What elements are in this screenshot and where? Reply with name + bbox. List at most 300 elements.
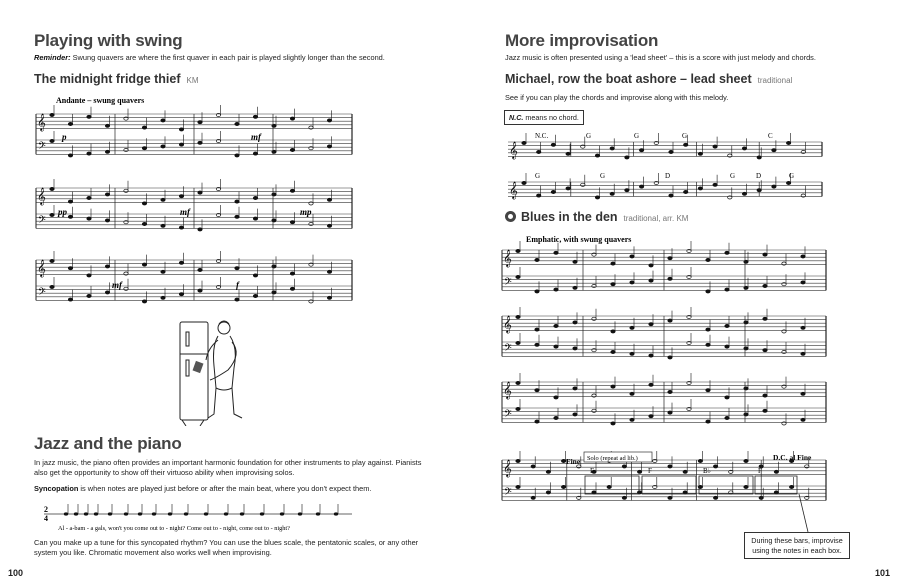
note-head (105, 124, 109, 127)
note-head (554, 396, 558, 399)
note-head (87, 217, 91, 220)
note-head (742, 192, 746, 195)
note-head (684, 143, 688, 146)
rhythm-note (94, 512, 98, 515)
note-head (668, 411, 672, 414)
improv-boxes (585, 476, 797, 494)
note-head (161, 119, 165, 122)
rhythm-note (124, 512, 128, 515)
note-head (611, 350, 615, 353)
note-head (713, 183, 717, 186)
note-head (611, 283, 615, 286)
note-head (713, 145, 717, 148)
note-head (744, 347, 748, 350)
note-head (179, 195, 183, 198)
right-page (450, 0, 900, 584)
note-head (622, 465, 626, 468)
note-head (516, 249, 520, 252)
note-head (68, 267, 72, 270)
left-page-title: Playing with swing (34, 31, 183, 50)
note-head (105, 193, 109, 196)
note-head (630, 418, 634, 421)
rhythm-note (280, 512, 284, 515)
note-head (272, 124, 276, 127)
dynamic-p: p (62, 132, 67, 142)
note-head (573, 413, 577, 416)
note-head (235, 215, 239, 218)
solo-chord: B♭ (703, 467, 711, 475)
note-head (744, 459, 748, 462)
treble-clef: 𝄞 (509, 183, 518, 199)
note-head (698, 459, 702, 462)
note-head (87, 196, 91, 199)
note-head (253, 217, 257, 220)
note-head (554, 416, 558, 419)
rhythm-time-bottom: 4 (44, 514, 48, 523)
note-head (142, 222, 146, 225)
note-head (669, 194, 673, 197)
rhythm-note (84, 512, 88, 515)
chord-symbol: D (756, 172, 762, 180)
note-head (801, 255, 805, 258)
note-head (668, 356, 672, 359)
note-head (554, 324, 558, 327)
note-head (516, 407, 520, 410)
chord-symbol: G (600, 172, 606, 180)
note-head (592, 284, 596, 287)
note-head (68, 154, 72, 157)
note-head (611, 422, 615, 425)
nc-text: means no chord. (523, 113, 579, 122)
note-head (706, 343, 710, 346)
note-head (786, 141, 790, 144)
note-head (161, 198, 165, 201)
note-head (744, 321, 748, 324)
rhythm-note (138, 512, 142, 515)
note-head (537, 150, 541, 153)
dc-al-fine: D.C. al Fine (773, 453, 812, 462)
track-number-icon (505, 211, 516, 222)
note-head (551, 143, 555, 146)
note-head (630, 255, 634, 258)
note-head (630, 326, 634, 329)
rhythm-note (64, 512, 68, 515)
treble-clef: 𝄞 (37, 189, 46, 205)
treble-clef: 𝄞 (37, 261, 46, 277)
bass-clef: 𝄢 (504, 408, 512, 422)
nc-note-box (504, 110, 584, 125)
tempo-marking-2: Emphatic, with swung quavers (526, 235, 632, 244)
page-number-right: 101 (874, 568, 890, 578)
note-head (142, 263, 146, 266)
note-head (639, 149, 643, 152)
note-head (684, 190, 688, 193)
note-head (668, 257, 672, 260)
bass-clef: 𝄢 (504, 486, 512, 500)
treble-clef: 𝄞 (503, 251, 512, 267)
note-head (725, 251, 729, 254)
dynamic-mf-2: mf (180, 207, 190, 217)
note-head (87, 274, 91, 277)
note-head (161, 145, 165, 148)
note-head (573, 260, 577, 263)
note-head (630, 392, 634, 395)
note-head (782, 262, 786, 265)
note-head (105, 219, 109, 222)
note-head (728, 154, 732, 157)
note-head (683, 470, 687, 473)
note-head (592, 394, 596, 397)
note-head (253, 152, 257, 155)
note-head (198, 121, 202, 124)
note-head (327, 270, 331, 273)
note-head (253, 115, 257, 118)
note-head (327, 145, 331, 148)
syncopation-label: Syncopation (34, 484, 79, 493)
note-head (327, 198, 331, 201)
note-head (253, 294, 257, 297)
note-head (566, 152, 570, 155)
note-head (68, 215, 72, 218)
note-head (592, 317, 596, 320)
note-head (683, 491, 687, 494)
syncopation-text (34, 484, 434, 494)
note-head (611, 262, 615, 265)
note-head (272, 265, 276, 268)
rhythm-lyrics: Al - a-bam - a gals, won't you come out to - night? Come out to - night, come out to - night? (58, 525, 290, 532)
note-head (786, 181, 790, 184)
lead-sheet-instruction: See if you can play the chords and improvise along with this melody. (505, 93, 729, 102)
note-head (566, 187, 570, 190)
note-head (327, 119, 331, 122)
note-head (235, 122, 239, 125)
syncopation-body: is when notes are played just before or after the main beat, where you don't expect them. (78, 484, 372, 493)
rhythm-note (108, 512, 112, 515)
note-head (725, 416, 729, 419)
note-head (105, 291, 109, 294)
lead-sheet-credit: traditional (757, 76, 793, 85)
note-head (561, 485, 565, 488)
note-head (272, 150, 276, 153)
note-head (763, 253, 767, 256)
jazz-section-title: Jazz and the piano (34, 434, 182, 453)
note-head (729, 491, 733, 494)
note-head (535, 343, 539, 346)
note-head (554, 345, 558, 348)
note-head (573, 321, 577, 324)
note-head (607, 485, 611, 488)
dynamic-mf-3: mf (112, 280, 122, 290)
note-head (706, 290, 710, 293)
note-head (179, 226, 183, 229)
note-head (554, 251, 558, 254)
bass-clef: 𝄢 (504, 276, 512, 290)
note-head (649, 383, 653, 386)
note-head (801, 150, 805, 153)
note-head (801, 194, 805, 197)
note-head (592, 409, 596, 412)
note-head (763, 317, 767, 320)
note-head (649, 279, 653, 282)
dynamic-pp: pp (58, 207, 67, 217)
rhythm-note (152, 512, 156, 515)
note-head (235, 298, 239, 301)
note-head (554, 288, 558, 291)
note-head (744, 387, 748, 390)
note-head (179, 293, 183, 296)
note-head (801, 392, 805, 395)
piece-credit: KM (186, 76, 199, 85)
note-head (744, 413, 748, 416)
note-head (595, 196, 599, 199)
note-head (327, 296, 331, 299)
note-head (290, 148, 294, 151)
rhythm-note (316, 512, 320, 515)
note-head (706, 420, 710, 423)
note-head (68, 200, 72, 203)
note-head (290, 287, 294, 290)
note-head (50, 139, 54, 142)
note-head (87, 152, 91, 155)
note-head (744, 485, 748, 488)
note-head (235, 267, 239, 270)
note-head (124, 272, 128, 275)
note-head (516, 341, 520, 344)
note-head (805, 465, 809, 468)
note-head (649, 264, 653, 267)
note-head (309, 126, 313, 129)
note-head (551, 190, 555, 193)
treble-clef: 𝄞 (503, 317, 512, 333)
note-head (290, 189, 294, 192)
rhythm-note (74, 512, 78, 515)
note-head (142, 126, 146, 129)
note-head (801, 352, 805, 355)
reminder-label: Reminder: (34, 53, 71, 62)
rhythm-note (334, 512, 338, 515)
chord-symbol: G (682, 132, 688, 140)
rhythm-note (224, 512, 228, 515)
note-head (253, 196, 257, 199)
note-head (531, 465, 535, 468)
note-head (610, 192, 614, 195)
right-page-title: More improvisation (505, 31, 659, 50)
note-head (698, 152, 702, 155)
rhythm-time-top: 2 (44, 505, 48, 514)
note-head (649, 323, 653, 326)
solo-chord: F (648, 467, 652, 475)
fridge-thief-illustration (172, 318, 252, 426)
note-head (610, 147, 614, 150)
note-head (235, 154, 239, 157)
note-head (272, 291, 276, 294)
note-head (622, 496, 626, 499)
bass-clef: 𝄢 (504, 342, 512, 356)
note-head (87, 294, 91, 297)
note-head (535, 389, 539, 392)
fine-label: Fine (566, 457, 581, 466)
blues-title-text: Blues in the den (521, 210, 618, 224)
note-head (581, 183, 585, 186)
note-head (87, 115, 91, 118)
note-head (625, 189, 629, 192)
lead-sheet-score (500, 128, 830, 208)
note-head (649, 354, 653, 357)
lead-sheet-title-text: Michael, row the boat ashore – lead sheet (505, 72, 752, 86)
note-head (50, 285, 54, 288)
note-head (522, 141, 526, 144)
note-head (573, 286, 577, 289)
note-head (253, 274, 257, 277)
note-head (50, 113, 54, 116)
chord-symbol: G (535, 172, 541, 180)
blues-credit: traditional, arr. KM (623, 214, 689, 223)
note-head (272, 219, 276, 222)
note-head (124, 287, 128, 290)
note-head (763, 394, 767, 397)
note-head (763, 409, 767, 412)
improvise-callout: During these bars, improvise using the notes in each box. (744, 532, 850, 559)
note-head (198, 141, 202, 144)
note-head (142, 202, 146, 205)
solo-chord: F (758, 467, 762, 475)
note-head (516, 485, 520, 488)
note-head (742, 147, 746, 150)
rhythm-note (298, 512, 302, 515)
note-head (309, 222, 313, 225)
note-head (725, 345, 729, 348)
note-head (668, 319, 672, 322)
note-head (179, 261, 183, 264)
note-head (725, 288, 729, 291)
note-head (179, 128, 183, 131)
note-head (198, 268, 202, 271)
note-head (744, 260, 748, 263)
reminder-text (34, 53, 434, 63)
chord-symbol: N.C. (535, 132, 549, 140)
note-head (50, 187, 54, 190)
note-head (649, 415, 653, 418)
note-head (637, 491, 641, 494)
note-head (801, 326, 805, 329)
note-head (290, 117, 294, 120)
note-head (630, 352, 634, 355)
note-head (706, 389, 710, 392)
note-head (774, 470, 778, 473)
jazz-text: In jazz music, the piano often provides an important harmonic foundation for other instruments to play against. Pianists also get the opportunity to show off their virtuoso ability when improvising solos. (34, 458, 422, 478)
note-head (50, 213, 54, 216)
note-head (546, 470, 550, 473)
note-head (124, 148, 128, 151)
reminder-body: Swung quavers are where the first quaver in each pair is played slightly longer than the second. (70, 53, 385, 62)
note-head (516, 459, 520, 462)
piece-title-text: The midnight fridge thief (34, 72, 181, 86)
note-head (161, 270, 165, 273)
note-head (611, 330, 615, 333)
note-head (801, 281, 805, 284)
note-head (272, 193, 276, 196)
chord-symbol: C (768, 132, 773, 140)
rhythm-note (168, 512, 172, 515)
note-head (782, 350, 786, 353)
note-head (713, 465, 717, 468)
note-head (198, 191, 202, 194)
tempo-marking: Andante – swung quavers (56, 96, 145, 105)
note-head (179, 143, 183, 146)
fridge-thief-score (30, 92, 360, 322)
note-head (713, 496, 717, 499)
lead-staves (508, 133, 822, 199)
note-head (535, 328, 539, 331)
note-head (516, 381, 520, 384)
note-head (668, 277, 672, 280)
rhythm-note (240, 512, 244, 515)
bass-clef: 𝄢 (38, 214, 46, 228)
note-head (763, 349, 767, 352)
note-head (625, 156, 629, 159)
page-number-left: 100 (8, 568, 24, 578)
note-head (124, 189, 128, 192)
note-head (290, 221, 294, 224)
note-head (772, 185, 776, 188)
note-head (142, 147, 146, 150)
dynamic-f: f (236, 280, 239, 290)
treble-clef: 𝄞 (503, 383, 512, 399)
note-head (327, 224, 331, 227)
bass-clef: 𝄢 (38, 286, 46, 300)
note-head (161, 224, 165, 227)
note-head (611, 385, 615, 388)
note-head (161, 296, 165, 299)
rhythm-note (204, 512, 208, 515)
blues-score (496, 232, 832, 532)
lead-sheet-title (505, 72, 792, 86)
note-head (535, 258, 539, 261)
note-head (668, 496, 672, 499)
note-head (698, 187, 702, 190)
note-head (744, 286, 748, 289)
solo-chord: F (590, 467, 594, 475)
chord-symbol: G (634, 132, 640, 140)
note-head (535, 290, 539, 293)
note-head (235, 200, 239, 203)
note-head (516, 275, 520, 278)
closing-text: Can you make up a tune for this syncopated rhythm? You can use the blues scale, the pentatonic scales, or any other system you like. Chromatic movement also works well when improvising. (34, 538, 419, 558)
blues-title (521, 210, 688, 224)
dynamic-mp: mp (300, 207, 312, 217)
chord-symbol: D (665, 172, 671, 180)
note-head (706, 258, 710, 261)
note-head (535, 420, 539, 423)
note-head (725, 324, 729, 327)
note-head (546, 491, 550, 494)
note-head (801, 418, 805, 421)
rhythm-note (260, 512, 264, 515)
intro-text: Jazz music is often presented using a 'lead sheet' – this is a score with just melody and chords. (505, 53, 816, 62)
note-head (592, 491, 596, 494)
chord-symbol: G (586, 132, 592, 140)
note-head (789, 485, 793, 488)
note-head (105, 150, 109, 153)
dynamic-mf: mf (251, 132, 261, 142)
note-head (763, 284, 767, 287)
note-head (68, 122, 72, 125)
treble-clef: 𝄞 (509, 143, 518, 159)
note-head (290, 272, 294, 275)
note-head (637, 470, 641, 473)
note-head (198, 289, 202, 292)
note-head (668, 390, 672, 393)
